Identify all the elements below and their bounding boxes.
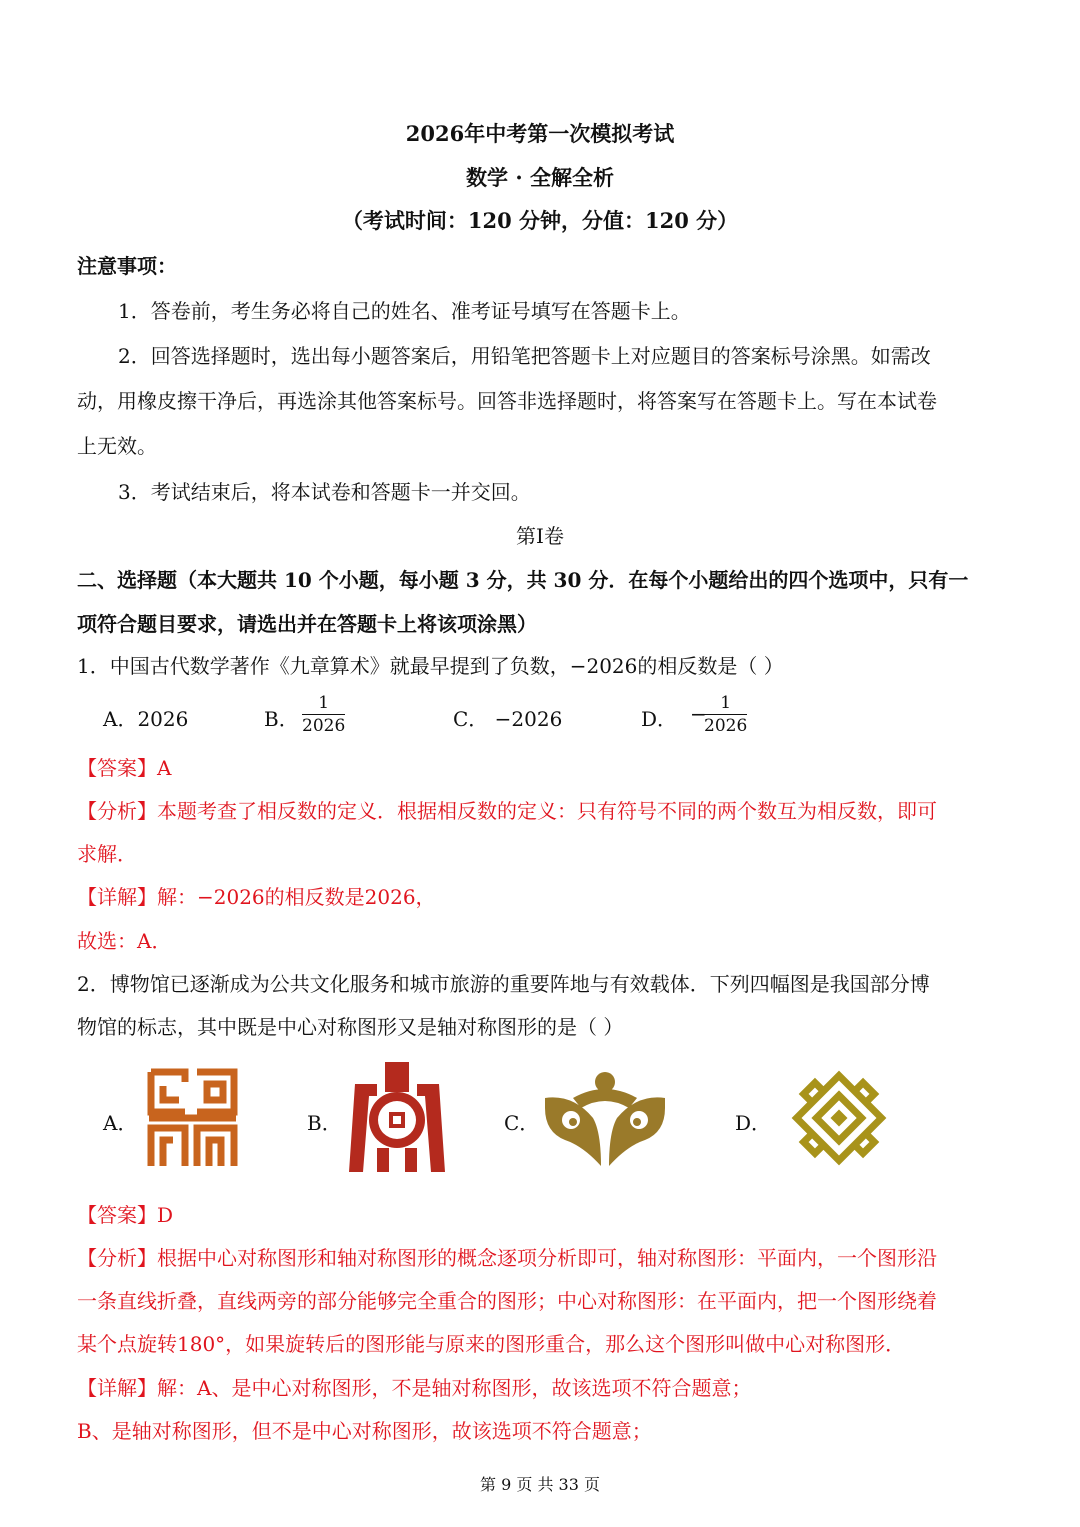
option-d-numerator: 1 [704, 693, 747, 715]
notice-item-1: 1．答卷前，考生务必将自己的姓名、准考证号填写在答题卡上。 [118, 299, 691, 323]
question-2-stem-line-1: 2．博物馆已逐渐成为公共文化服务和城市旅游的重要阵地与有效载体．下列四幅图是我国部分博 [77, 972, 930, 996]
exam-subtitle: 数学 · 全解全析 [466, 165, 614, 190]
exam-info: （考试时间：120 分钟，分值：120 分） [341, 208, 739, 233]
option-d-fraction [704, 693, 747, 736]
logo-c-label: C． [504, 1111, 540, 1135]
museum-logo-a-icon [145, 1068, 240, 1170]
question-2-detail-line-1: 【详解】解：A、是中心对称图形，不是轴对称图形，故该选项不符合题意； [77, 1376, 752, 1400]
museum-logo-d-icon [778, 1060, 900, 1176]
question-2-analysis-line-1: 【分析】根据中心对称图形和轴对称图形的概念逐项分析即可，轴对称图形：平面内，一个图形沿 [77, 1246, 937, 1270]
logo-a-label: A． [103, 1111, 138, 1135]
question-2-detail-line-2: B、是轴对称图形，但不是中心对称图形，故该选项不符合题意； [77, 1419, 652, 1443]
question-2-answer: 【答案】D [77, 1203, 174, 1227]
notice-item-3: 3．考试结束后，将本试卷和答题卡一并交回。 [118, 480, 531, 504]
option-b-denominator: 2026 [302, 716, 346, 736]
option-b-numerator: 1 [302, 693, 345, 715]
volume-label: 第Ⅰ卷 [516, 524, 564, 548]
option-b-label: B． [264, 707, 299, 731]
question-1-analysis-line-2: 求解． [77, 842, 137, 866]
option-a: A．2026 [103, 707, 189, 731]
notice-heading: 注意事项： [77, 254, 177, 278]
exam-title: 2026年中考第一次模拟考试 [405, 121, 675, 146]
question-2-stem-line-2: 物馆的标志，其中既是中心对称图形又是轴对称图形的是（ ） [77, 1015, 624, 1039]
notice-item-2-line-3: 上无效。 [77, 434, 157, 458]
museum-logo-b-icon [347, 1062, 447, 1174]
notice-item-2-line-1: 2．回答选择题时，选出每小题答案后，用铅笔把答题卡上对应题目的答案标号涂黑。如需改 [118, 344, 931, 368]
section-heading-line-2: 项符合题目要求，请选出并在答题卡上将该项涂黑） [77, 612, 537, 636]
question-1-detail: 【详解】解：−2026的相反数是2026， [77, 885, 436, 909]
option-d-denominator: 2026 [704, 716, 748, 736]
museum-logo-c-icon [543, 1068, 667, 1168]
section-heading-line-1: 二、选择题（本大题共 10 个小题，每小题 3 分，共 30 分．在每个小题给出的四个选项中，只有一 [77, 568, 969, 592]
question-2-analysis-line-2: 一条直线折叠，直线两旁的部分能够完全重合的图形；中心对称图形：在平面内，把一个图形绕着 [77, 1289, 937, 1313]
option-d-sign: − [690, 702, 707, 726]
question-1-choose: 故选：A． [77, 929, 172, 953]
question-1-options [0, 695, 1080, 745]
notice-item-2-line-2: 动，用橡皮擦干净后，再选涂其他答案标号。回答非选择题时，将答案写在答题卡上。写在本试卷 [77, 389, 937, 413]
option-b-fraction [302, 693, 345, 736]
question-1-stem: 1．中国古代数学著作《九章算术》就最早提到了负数，−2026的相反数是（ ） [77, 654, 784, 678]
question-1-analysis-line-1: 【分析】本题考查了相反数的定义．根据相反数的定义：只有符号不同的两个数互为相反数，即可 [77, 799, 937, 823]
option-d-label: D． [641, 707, 678, 731]
question-2-analysis-line-3: 某个点旋转180°，如果旋转后的图形能与原来的图形重合，那么这个图形叫做中心对称图形． [77, 1332, 906, 1356]
logo-b-label: B． [307, 1111, 342, 1135]
question-1-answer: 【答案】A [77, 756, 172, 780]
option-c: C． −2026 [453, 707, 563, 731]
logo-d-label: D． [735, 1111, 772, 1135]
page-footer: 第 9 页 共 33 页 [480, 1475, 600, 1494]
